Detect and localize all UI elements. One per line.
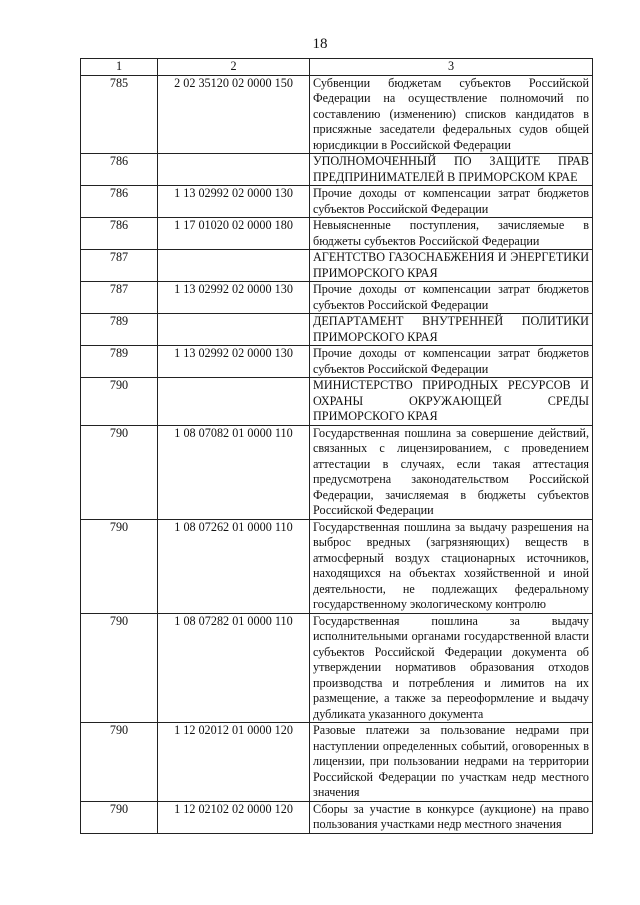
row-description: Субвенции бюджетам субъектов Российской Федерации на осуществление полномочий по составлению (изменению) списков кандидатов в присяжные заседатели федеральных судов общей юрисдикции в Российской Федерации [310,75,593,154]
row-code: 786 [81,154,158,186]
row-kbk-code: 1 13 02992 02 0000 130 [158,346,310,378]
row-description: Сборы за участие в конкурсе (аукционе) на право пользования участками недр местного значения [310,801,593,833]
row-code: 786 [81,186,158,218]
row-description: Государственная пошлина за совершение действий, связанных с лицензированием, с проведением аттестации в случаях, если такая аттестация предусмотрена законодательством Российской Федерации, зачисляемая в бюджеты субъектов Российской Федерации [310,425,593,519]
row-kbk-code: 1 08 07082 01 0000 110 [158,425,310,519]
row-kbk-code [158,314,310,346]
table-row [81,218,593,250]
row-kbk-code [158,154,310,186]
row-kbk-code: 1 13 02992 02 0000 130 [158,186,310,218]
table-row [81,519,593,613]
row-code: 790 [81,723,158,802]
row-description: МИНИСТЕРСТВО ПРИРОДНЫХ РЕСУРСОВ И ОХРАНЫ ОКРУЖАЮЩЕЙ СРЕДЫ ПРИМОРСКОГО КРАЯ [310,378,593,426]
table-header-row [81,59,593,76]
row-code: 790 [81,801,158,833]
row-kbk-code: 1 08 07282 01 0000 110 [158,613,310,723]
row-kbk-code [158,250,310,282]
row-description: Прочие доходы от компенсации затрат бюджетов субъектов Российской Федерации [310,186,593,218]
row-code: 786 [81,218,158,250]
table-row [81,613,593,723]
row-code: 790 [81,613,158,723]
table-row [81,154,593,186]
header-col-1: 1 [81,59,158,76]
row-kbk-code: 1 12 02012 01 0000 120 [158,723,310,802]
row-description: Прочие доходы от компенсации затрат бюджетов субъектов Российской Федерации [310,282,593,314]
table-row [81,378,593,426]
row-kbk-code [158,378,310,426]
row-description: Невыясненные поступления, зачисляемые в бюджеты субъектов Российской Федерации [310,218,593,250]
row-code: 787 [81,250,158,282]
row-description: ДЕПАРТАМЕНТ ВНУТРЕННЕЙ ПОЛИТИКИ ПРИМОРСКОГО КРАЯ [310,314,593,346]
table-row [81,425,593,519]
table-row [81,723,593,802]
row-code: 790 [81,378,158,426]
table-row [81,186,593,218]
page-number: 18 [312,36,328,52]
table-row [81,801,593,833]
row-code: 790 [81,519,158,613]
row-code: 785 [81,75,158,154]
row-code: 789 [81,314,158,346]
row-kbk-code: 1 12 02102 02 0000 120 [158,801,310,833]
row-code: 789 [81,346,158,378]
row-kbk-code: 1 08 07262 01 0000 110 [158,519,310,613]
row-description: Разовые платежи за пользование недрами при наступлении определенных событий, оговоренных в лицензии, при пользовании недрами на территории Российской Федерации по участкам недр местного значения [310,723,593,802]
header-col-2: 2 [158,59,310,76]
row-kbk-code: 1 17 01020 02 0000 180 [158,218,310,250]
table-row [81,282,593,314]
table-row [81,314,593,346]
table-row [81,346,593,378]
row-kbk-code: 2 02 35120 02 0000 150 [158,75,310,154]
row-kbk-code: 1 13 02992 02 0000 130 [158,282,310,314]
row-description: Государственная пошлина за выдачу исполнительными органами государственной власти субъектов Российской Федерации документа об утверждении нормативов образования отходов производства и потребления и лимитов на их размещение, а также за переоформление и выдачу дубликата указанного документа [310,613,593,723]
row-code: 790 [81,425,158,519]
revenue-classification-table [80,58,593,834]
table-row [81,75,593,154]
header-col-3: 3 [310,59,593,76]
row-description: Государственная пошлина за выдачу разрешения на выброс вредных (загрязняющих) веществ в атмосферный воздух стационарных источников, находящихся на объектах хозяйственной и иной деятельности, не подлежащих федеральному государственному экологическому контролю [310,519,593,613]
row-code: 787 [81,282,158,314]
row-description: АГЕНТСТВО ГАЗОСНАБЖЕНИЯ И ЭНЕРГЕТИКИ ПРИМОРСКОГО КРАЯ [310,250,593,282]
table-row [81,250,593,282]
row-description: УПОЛНОМОЧЕННЫЙ ПО ЗАЩИТЕ ПРАВ ПРЕДПРИНИМАТЕЛЕЙ В ПРИМОРСКОМ КРАЕ [310,154,593,186]
row-description: Прочие доходы от компенсации затрат бюджетов субъектов Российской Федерации [310,346,593,378]
